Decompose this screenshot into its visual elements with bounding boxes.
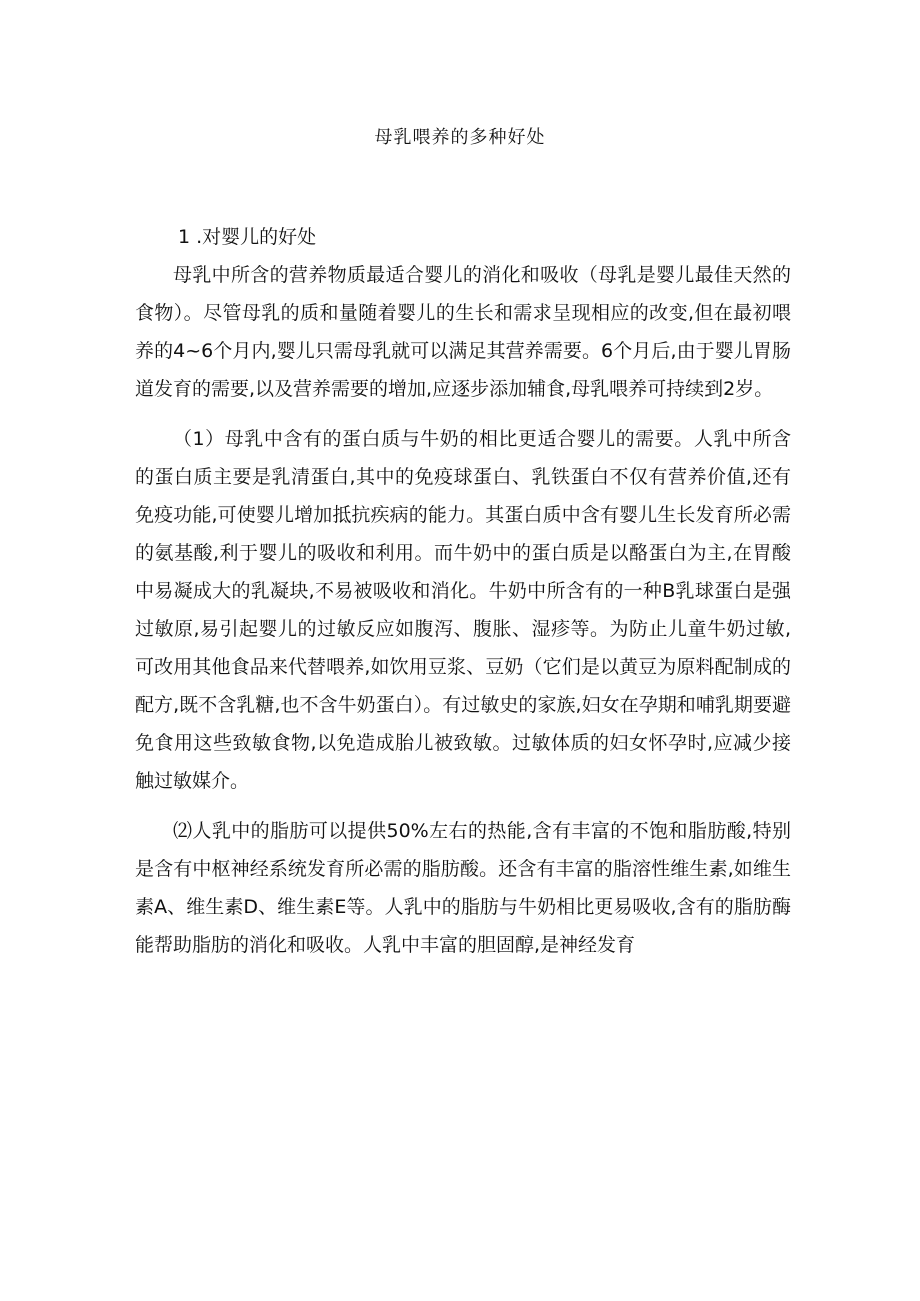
paragraph-fat: ⑵人乳中的脂肪可以提供50%左右的热能,含有丰富的不饱和脂肪酸,特别是含有中枢神经系统发育所必需的脂肪酸。还含有丰富的脂溶性维生素,如维生素A、维生素D、维生素E等。人乳中的脂肪与牛奶相比更易吸收,含有的脂肪酶能帮助脂肪的消化和吸收。人乳中丰富的胆固醇,是神经发育: [135, 820, 791, 956]
paragraph-intro: 母乳中所含的营养物质最适合婴儿的消化和吸收（母乳是婴儿最佳天然的食物）。尽管母乳的质和量随着婴儿的生长和需求呈现相应的改变,但在最初喂养的4~6个月内,婴儿只需母乳就可以满足其营养需要。6个月后,由于婴儿胃肠道发育的需要,以及营养需要的增加,应逐步添加辅食,母乳喂养可持续到2岁。: [135, 264, 791, 400]
section-heading: 1 .对婴儿的好处: [178, 226, 317, 248]
document-title: 母乳喂养的多种好处: [374, 127, 546, 148]
document-body: [135, 218, 791, 964]
paragraph-protein: （1）母乳中含有的蛋白质与牛奶的相比更适合婴儿的需要。人乳中所含的蛋白质主要是乳清蛋白,其中的免疫球蛋白、乳铁蛋白不仅有营养价值,还有免疫功能,可使婴儿增加抵抗疾病的能力。其蛋白质中含有婴儿生长发育所必需的氨基酸,利于婴儿的吸收和利用。而牛奶中的蛋白质是以酪蛋白为主,在胃酸中易凝成大的乳凝块,不易被吸收和消化。牛奶中所含有的一种B乳球蛋白是强过敏原,易引起婴儿的过敏反应如腹泻、腹胀、湿疹等。为防止儿童牛奶过敏,可改用其他食品来代替喂养,如饮用豆浆、豆奶（它们是以黄豆为原料配制成的配方,既不含乳糖,也不含牛奶蛋白）。有过敏史的家族,妇女在孕期和哺乳期要避免食用这些致敏食物,以免造成胎儿被致敏。过敏体质的妇女怀孕时,应减少接触过敏媒介。: [135, 428, 791, 792]
